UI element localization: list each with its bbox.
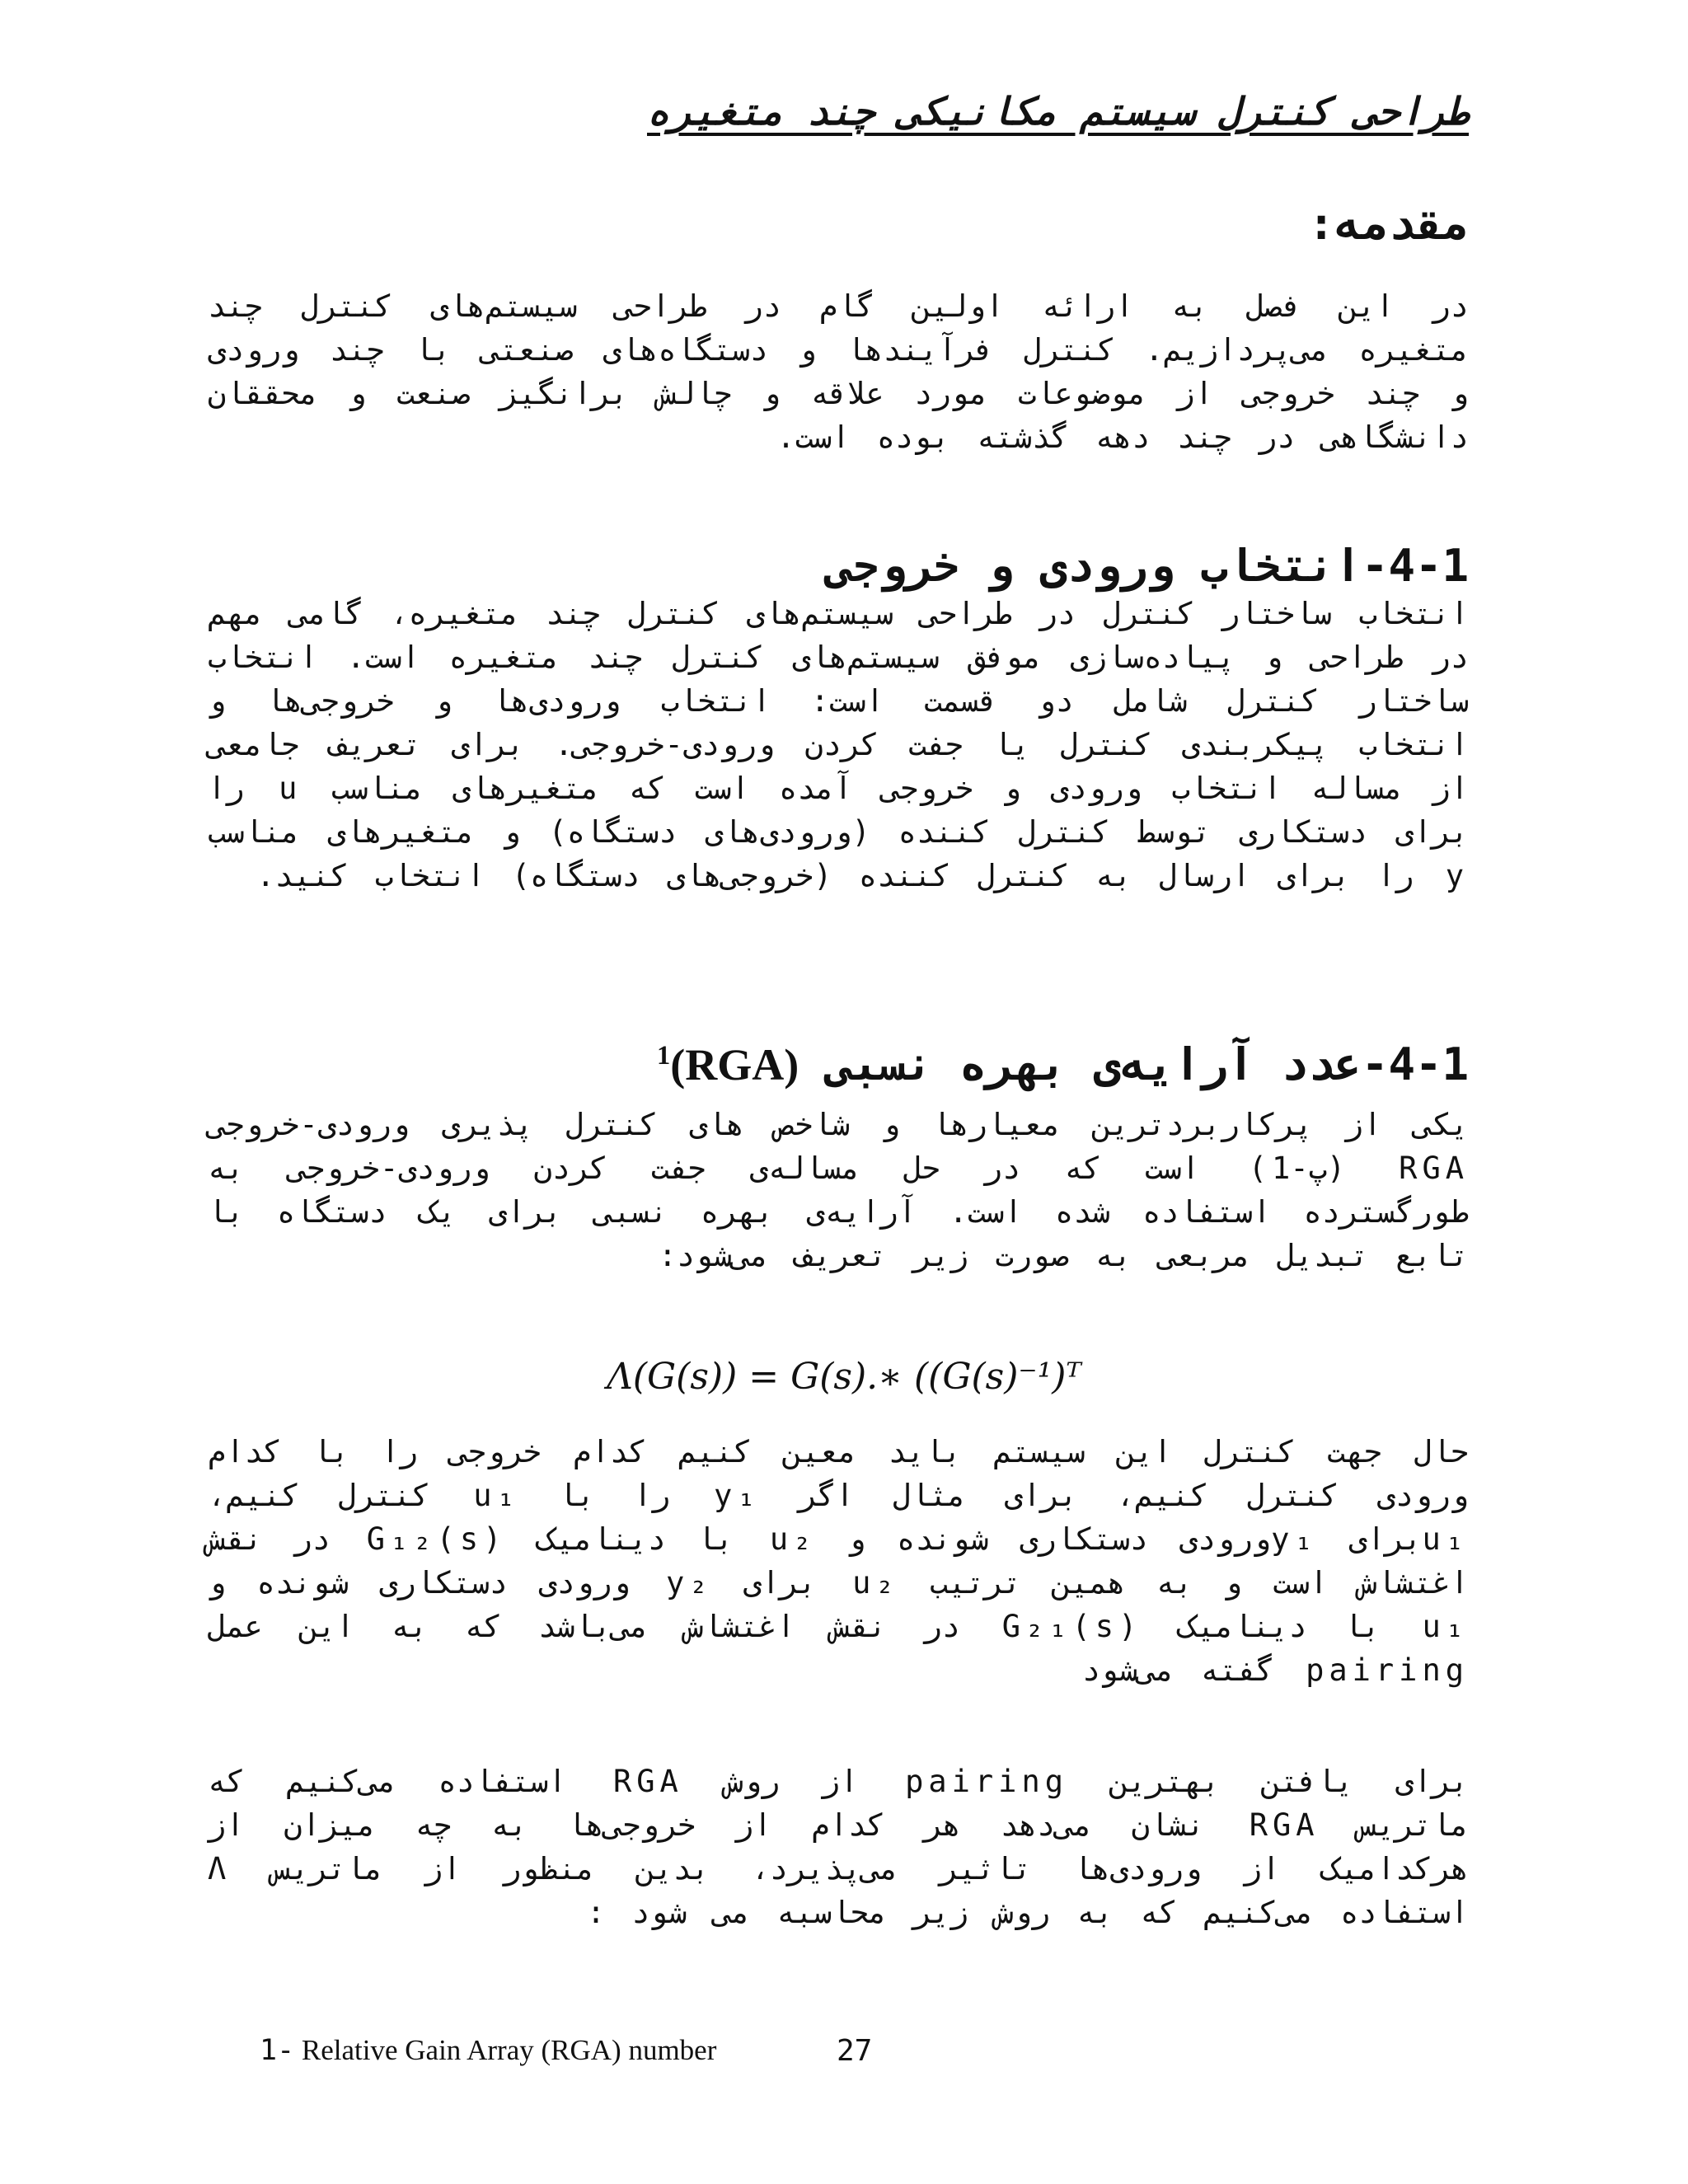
- page-number: 27: [837, 2034, 873, 2068]
- rga-footnote-marker: 1: [657, 1041, 671, 1071]
- rga-heading-text: 4-1-عدد آرایه‌ی بهره نسبی: [799, 1038, 1469, 1090]
- rga-matrix-paragraph: برای یافتن بهترین pairing از روش RGA استفاده می‌کنیم که ماتریس RGA نشان می‌دهد هر کدام از خروجی‌ها به چه میزان از هرکدامیک از ورودی‌ها تاثیر می‌پذیرد، بدین منظور از ماتریس Λ استفاده می‌کنیم که به روش زیر محاسبه می شود :: [208, 1764, 1469, 1930]
- footnote-number: 1-: [260, 2034, 295, 2067]
- rga-equation: Λ(G(s)) = G(s).∗ ((G(s)⁻¹)ᵀ: [607, 1356, 1081, 1398]
- intro-heading: مقدمه:: [1307, 198, 1469, 250]
- io-selection-paragraph: انتخاب ساختار کنترل در طراحی سیستم‌های کنترل چند متغیره، گامی مهم در طراحی و پیاده‌سازی موفق سیستم‌های کنترل چند متغیره است. انتخاب ساختار کنترل شامل دو قسمت است: انتخاب ورودی‌ها و خروجی‌ها و انتخاب پیکربندی کنترل یا جفت کردن ورودی-خروجی. برای تعریف جامعی از مساله انتخاب ورودی و خروجی آمده است که متغیرهای مناسب u را برای دستکاری توسط کنترل کننده (ورودی‌های دستگاه) و متغیرهای مناسب y را برای ارسال به کنترل کننده (خروجی‌های دستگاه) انتخاب کنید.: [208, 596, 1469, 893]
- io-selection-heading: 4-1-انتخاب ورودی و خروجی: [825, 540, 1469, 592]
- rga-heading-latin: (RGA): [670, 1040, 799, 1090]
- footnote: [260, 2034, 716, 2067]
- intro-paragraph: در این فصل به ارائه اولین گام در طراحی سیستم‌های کنترل چند متغیره می‌پردازیم. کنترل فرآیندها و دستگاه‌های صنعتی با چند ورودی و چند خروجی از موضوعات مورد علاقه و چالش برانگیز صنعت و محققان دانشگاهی در چند دهه گذشته بوده است.: [208, 288, 1469, 455]
- rga-heading-abbrev: [657, 1040, 799, 1090]
- page-header-title: طراحی کنترل سیستم مکانیکی چند متغیره: [647, 89, 1469, 134]
- rga-paragraph: یکی از پرکاربردترین معیارها و شاخص های کنترل پذیری ورودی-خروجی RGA (پ-1) است که در حل مساله‌ی جفت کردن ورودی-خروجی به طورگسترده استفاده شده است. آرایه‌ی بهره نسبی برای یک دستگاه با تابع تبدیل مربعی به صورت زیر تعریف می‌شود:: [208, 1107, 1469, 1273]
- footnote-text: Relative Gain Array (RGA) number: [294, 2034, 717, 2066]
- pairing-paragraph: حال جهت کنترل این سیستم باید معین کنیم کدام خروجی را با کدام ورودی کنترل کنیم، برای مثال اگر y₁ را با u₁ کنترل کنیم، u₁برای y₁ورودی دستکاری شونده و u₂ با دینامیک G₁₂(s) در نقش اغتشاش است و به همین ترتیب u₂ برای y₂ ورودی دستکاری شونده و u₁ با دینامیک G₂₁(s) در نقش اغتشاش می‌باشد که به این عمل pairing گفته می‌شود: [208, 1434, 1470, 1688]
- rga-heading: [206, 1038, 1469, 1090]
